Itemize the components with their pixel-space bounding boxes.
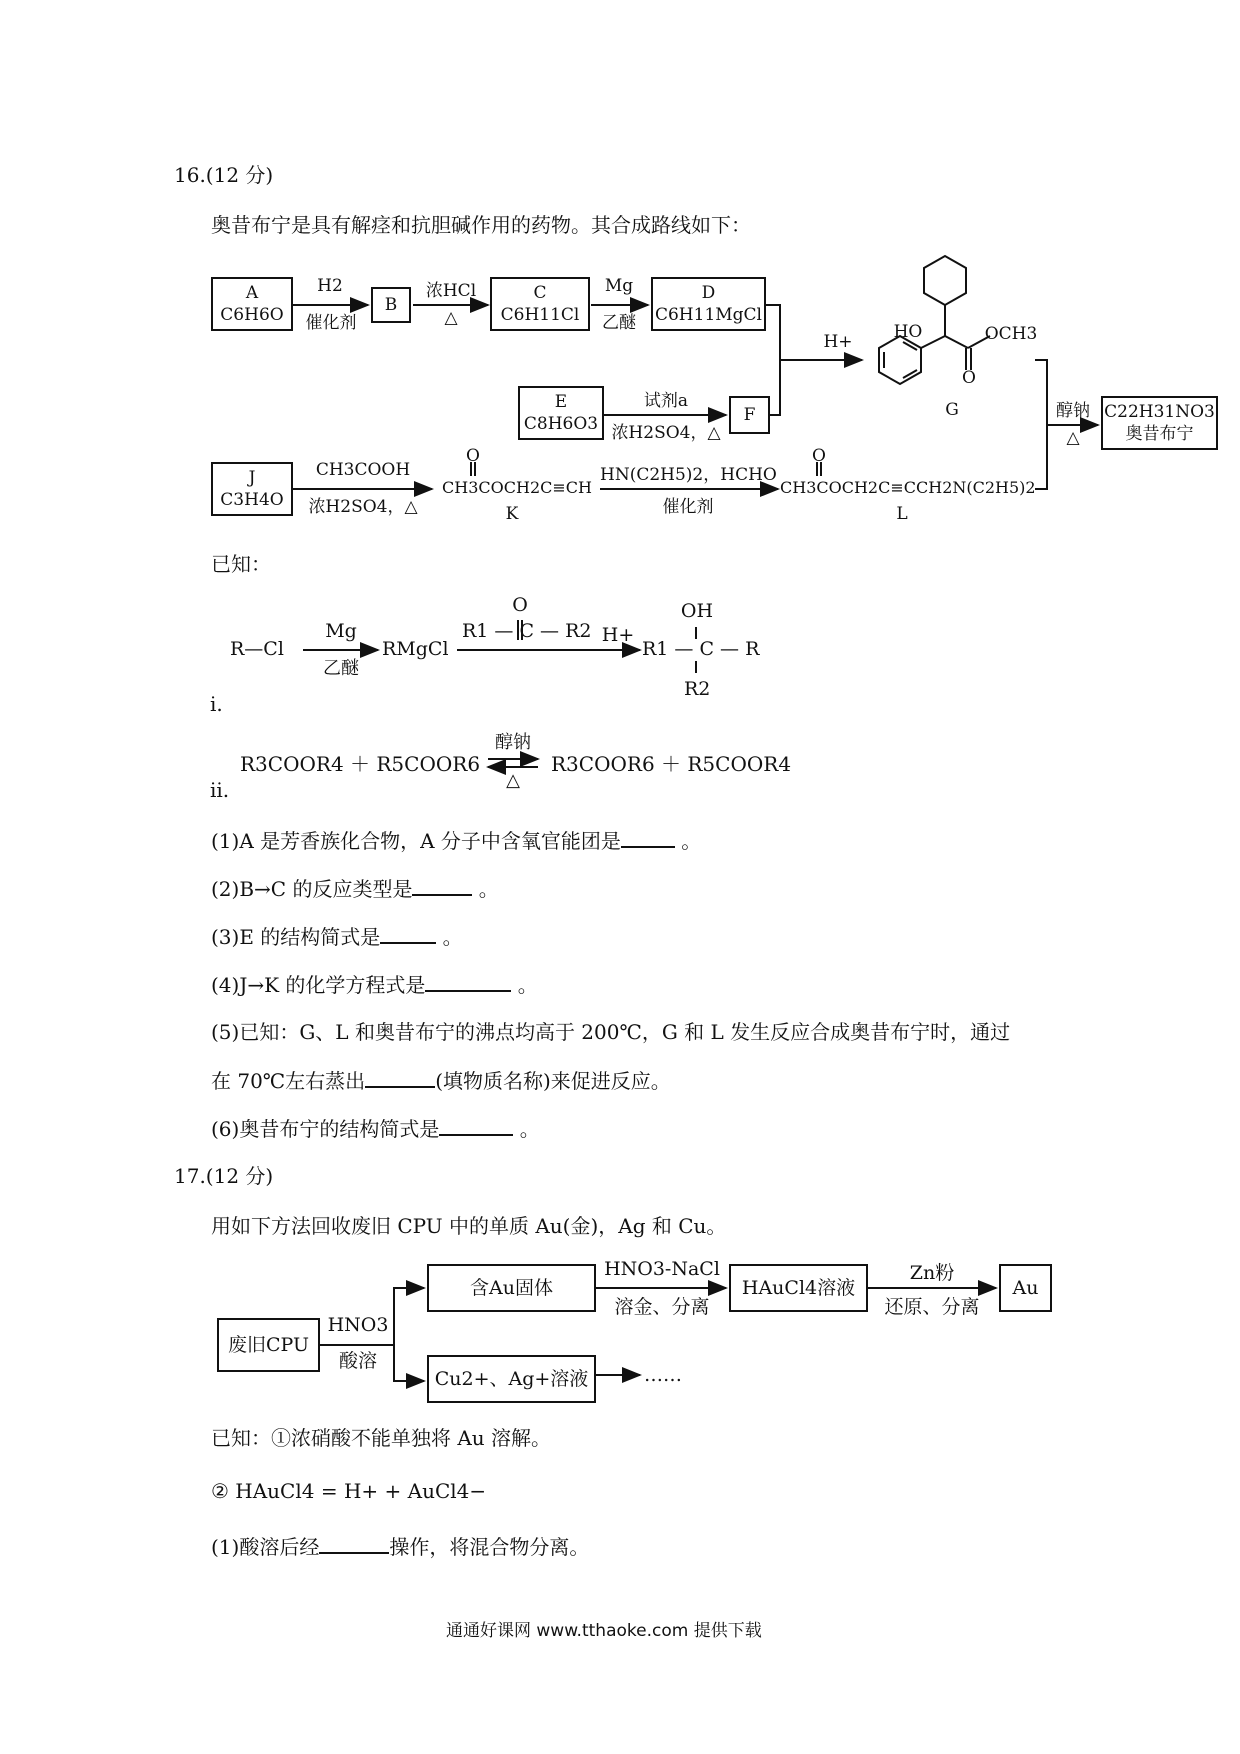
- compound-box-c: [490, 277, 590, 331]
- compound-k-label: K: [505, 504, 519, 524]
- compound-k-formula: CH3COCH2C≡CH: [442, 478, 592, 497]
- arrow-kl-bottom: 催化剂: [662, 497, 714, 517]
- known-i-intermediate: RMgCl: [382, 638, 449, 660]
- known-ii-right: R3COOR6 ＋ R5COOR4: [551, 752, 792, 776]
- arrow-bc-top: 浓HCl: [425, 281, 477, 301]
- answer-blank-6[interactable]: [439, 1114, 513, 1136]
- known-ii-arrow-bottom: △: [506, 770, 520, 791]
- arrow-jk-bottom: 浓H2SO4，△: [308, 497, 418, 517]
- compound-d-label: D: [701, 283, 716, 303]
- product-box: [1101, 396, 1218, 450]
- arrow-kl-top: HN(C2H5)2，HCHO: [600, 465, 777, 485]
- g-ho-label: HO: [893, 322, 923, 342]
- arrow-h-plus-label: H+: [823, 332, 853, 352]
- k-carbonyl-o: O: [466, 446, 480, 466]
- answer-blank-5[interactable]: [365, 1066, 435, 1088]
- flow-box-haucl4: HAuCl4溶液: [729, 1264, 868, 1312]
- flow-box-ions: Cu2+、Ag+溶液: [427, 1355, 596, 1403]
- compound-box-e: [518, 386, 604, 440]
- flow-acid-bottom: 酸溶: [338, 1350, 377, 1372]
- known-i-product: R1 — C — R: [642, 638, 760, 660]
- compound-g-label: G: [945, 400, 959, 420]
- product-name: 奥昔布宁: [1125, 424, 1194, 444]
- compound-j-label: J: [248, 468, 256, 488]
- flow-step2-top: HNO3-NaCl: [604, 1258, 720, 1280]
- q16-question-1: (1)A 是芳香族化合物，A 分子中含氧官能团是 。: [211, 826, 701, 855]
- compound-b-label: B: [384, 295, 398, 315]
- arrow-final-top: 醇钠: [1056, 401, 1090, 421]
- compound-a-label: A: [245, 283, 259, 303]
- known-ii-left: R3COOR4 ＋ R5COOR6: [240, 752, 481, 776]
- known-i-arrow1-top: Mg: [325, 620, 357, 642]
- compound-box-b: [371, 287, 411, 323]
- compound-f-label: F: [743, 405, 756, 425]
- arrow-ab-top: H2: [317, 276, 343, 296]
- known-i-ketone-o: O: [512, 594, 528, 616]
- known-i-product-oh: OH: [680, 600, 714, 622]
- q16-question-6: (6)奥昔布宁的结构简式是 。: [211, 1114, 540, 1143]
- q16-question-4: (4)J→K 的化学方程式是 。: [211, 970, 538, 999]
- compound-c-label: C: [533, 283, 547, 303]
- page-footer: 通通好课网 www.tthaoke.com 提供下载: [446, 1621, 762, 1641]
- q17-question-1: (1)酸溶后经 操作，将混合物分离。: [211, 1532, 589, 1561]
- arrow-bc-bottom: △: [444, 308, 458, 328]
- arrow-final-bottom: △: [1066, 428, 1080, 448]
- q17-intro: 用如下方法回收废旧 CPU 中的单质 Au(金)，Ag 和 Cu。: [211, 1214, 727, 1238]
- compound-box-a: [211, 277, 293, 331]
- known-i-arrow2-top: H+: [601, 624, 635, 646]
- q17-known-1: 已知：①浓硝酸不能单独将 Au 溶解。: [211, 1426, 552, 1450]
- flow-box-au-solid: 含Au固体: [427, 1264, 596, 1312]
- q16-question-2: (2)B→C 的反应类型是 。: [211, 874, 499, 903]
- compound-e-formula: C8H6O3: [523, 414, 599, 434]
- g-och3-label: OCH3: [984, 324, 1038, 344]
- known-i-ketone: R1 — C — R2: [462, 620, 592, 642]
- flow-step3-top: Zn粉: [909, 1262, 955, 1284]
- arrow-ab-bottom: 催化剂: [305, 313, 357, 333]
- q17-header: 17.(12 分): [174, 1164, 274, 1188]
- known-i-index: i.: [210, 692, 223, 716]
- known-ii-index: ii.: [210, 778, 230, 802]
- q16-intro: 奥昔布宁是具有解痉和抗胆碱作用的药物。其合成路线如下：: [211, 213, 751, 237]
- product-formula: C22H31NO3: [1104, 402, 1215, 422]
- known-ii-arrow-top: 醇钠: [495, 732, 531, 753]
- known-i-reactant: R—Cl: [230, 638, 284, 660]
- answer-blank-3[interactable]: [380, 922, 436, 944]
- known-i-arrow1-bottom: 乙醚: [323, 658, 359, 679]
- known-i-product-r2: R2: [684, 678, 711, 700]
- l-carbonyl-o: O: [812, 446, 826, 466]
- answer-blank-1[interactable]: [621, 826, 675, 848]
- compound-e-label: E: [554, 392, 568, 412]
- arrow-cd-bottom: 乙醚: [602, 313, 636, 333]
- g-o-label: O: [962, 368, 976, 388]
- answer-blank-q17-1[interactable]: [319, 1532, 389, 1554]
- compound-c-formula: C6H11Cl: [500, 305, 580, 325]
- compound-j-formula: C3H4O: [220, 490, 284, 510]
- flow-step2-bottom: 溶金、分离: [614, 1296, 710, 1318]
- compound-box-d: [651, 277, 766, 331]
- known-label: 已知：: [211, 552, 271, 576]
- answer-blank-4[interactable]: [425, 970, 511, 992]
- arrow-jk-top: CH3COOH: [315, 460, 411, 480]
- compound-a-formula: C6H6O: [220, 305, 284, 325]
- compound-l-formula: CH3COCH2C≡CCH2N(C2H5)2: [780, 478, 1036, 497]
- flow-box-cpu: 废旧CPU: [217, 1318, 320, 1372]
- q16-question-5: (5)已知：G、L 和奥昔布宁的沸点均高于 200℃，G 和 L 发生反应合成奥昔布宁时，通过: [211, 1020, 1011, 1044]
- flow-box-au: Au: [999, 1264, 1052, 1312]
- compound-box-f: [729, 396, 770, 434]
- flow-step3-bottom: 还原、分离: [884, 1296, 980, 1318]
- q16-header: 16.(12 分): [174, 163, 274, 187]
- flow-acid-top: HNO3: [327, 1314, 389, 1336]
- flow-ellipsis: ……: [644, 1364, 682, 1386]
- compound-l-label: L: [896, 504, 908, 524]
- arrow-ef-bottom: 浓H2SO4，△: [611, 423, 721, 443]
- answer-blank-2[interactable]: [412, 874, 472, 896]
- q16-question-5-cont: 在 70℃左右蒸出 (填物质名称)来促进反应。: [211, 1066, 671, 1095]
- arrow-ef-top: 试剂a: [643, 391, 689, 411]
- q17-known-2: ② HAuCl4 = H+ + AuCl4−: [211, 1479, 487, 1503]
- q16-question-3: (3)E 的结构简式是 。: [211, 922, 463, 951]
- compound-box-j: [211, 462, 293, 516]
- arrow-cd-top: Mg: [604, 276, 634, 296]
- compound-d-formula: C6H11MgCl: [654, 305, 762, 325]
